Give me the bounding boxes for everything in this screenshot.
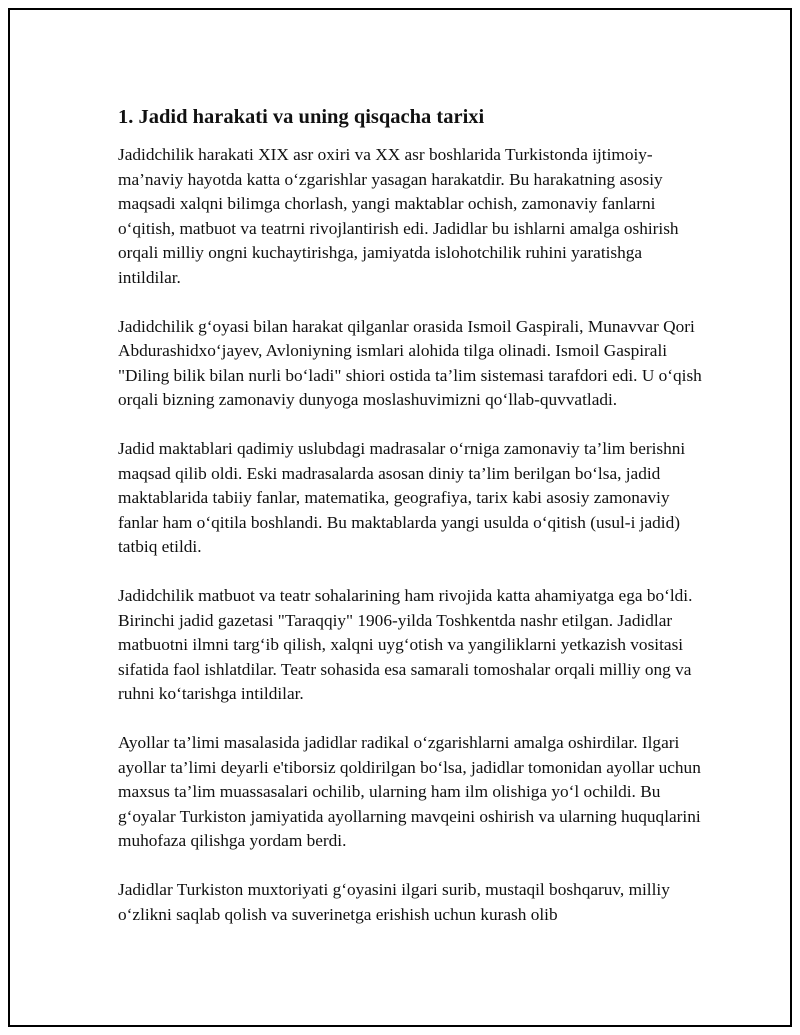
document-page bbox=[8, 8, 792, 1027]
paragraph-4: Jadidchilik matbuot va teatr sohalarining ham rivojida katta ahamiyatga ega bo‘ldi. Birinchi jadid gazetasi "Taraqqiy" 1906-yilda Toshkentda nashr etilgan. Jadidlar matbuotni ilmni targ‘ib qilish, xalqni uyg‘otish va yangiliklarni yetkazish vositasi sifatida faol ishlatdilar. Teatr sohasida esa samarali tomoshalar orqali milliy ong va ruhni ko‘tarishga intildilar. bbox=[118, 586, 693, 703]
paragraph-5: Ayollar ta’limi masalasida jadidlar radikal o‘zgarishlarni amalga oshirdilar. Ilgari ayollar ta’limi deyarli e'tiborsiz qoldirilgan bo‘lsa, jadidlar tomonidan ayollar uchun maxsus ta’lim muassasalari ochilib, ularning ham ilm olishiga yo‘l ochildi. Bu g‘oyalar Turkiston jamiyatida ayollarning mavqeini oshirish va ularning huquqlarini muhofaza qilishga yordam berdi. bbox=[118, 733, 701, 850]
document-body bbox=[118, 105, 708, 952]
paragraph-2: Jadidchilik g‘oyasi bilan harakat qilganlar orasida Ismoil Gaspirali, Munavvar Qori Abdurashidxo‘jayev, Avloniyning ismlari alohida tilga olinadi. Ismoil Gaspirali "Diling bilik bilan nurli bo‘ladi" shiori ostida ta’lim sistemasi tarafdori edi. U o‘qish orqali bizning zamonaviy dunyoga moslashuvimizni qo‘llab-quvvatladi. bbox=[118, 316, 702, 409]
paragraph-3: Jadid maktablari qadimiy uslubdagi madrasalar o‘rniga zamonaviy ta’lim berishni maqsad qilib oldi. Eski madrasalarda asosan diniy ta’lim berilgan bo‘lsa, jadid maktablarida tabiiy fanlar, matematika, geografiya, tarix kabi asosiy zamonaviy fanlar ham o‘qitila boshlandi. Bu maktablarda yangi usulda o‘qitish (usul-i jadid) tatbiq etildi. bbox=[118, 439, 686, 556]
paragraph-6: Jadidlar Turkiston muxtoriyati g‘oyasini ilgari surib, mustaqil boshqaruv, milliy o‘zlikni saqlab qolish va suverinetga erishish uchun kurash olib bbox=[118, 880, 670, 924]
paragraph-1: Jadidchilik harakati XIX asr oxiri va XX asr boshlarida Turkistonda ijtimoiy-ma’naviy hayotda katta o‘zgarishlar yasagan harakatdir. Bu harakatning asosiy maqsadi xalqni bilimga chorlash, yangi maktablar ochish, zamonaviy fanlarni o‘qitish, matbuot va teatrni rivojlantirish edi. Jadidlar bu ishlarni amalga oshirish orqali milliy ongni kuchaytirishga, jamiyatda islohotchilik ruhini yaratishga intildilar. bbox=[118, 145, 679, 287]
section-heading: 1. Jadid harakati va uning qisqacha tarixi bbox=[118, 106, 485, 128]
